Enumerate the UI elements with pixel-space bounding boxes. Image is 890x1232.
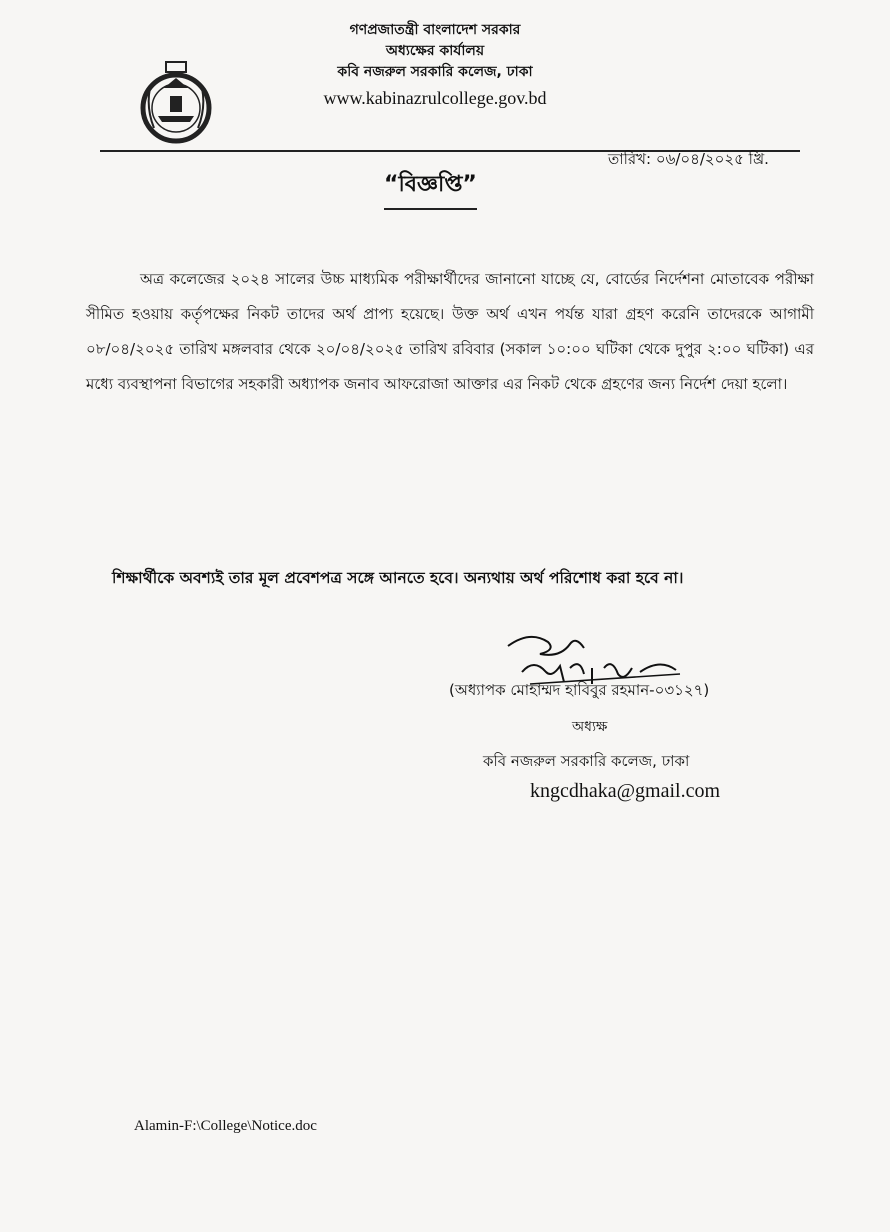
header-website: www.kabinazrulcollege.gov.bd bbox=[323, 88, 547, 108]
document-file-path: Alamin-F:\College\Notice.doc bbox=[134, 1118, 317, 1134]
signatory-name: (অধ্যাপক মোহাম্মদ হাবিবুর রহমান-০৩১২৭) bbox=[449, 681, 710, 699]
notice-instruction: শিক্ষার্থীকে অবশ্যই তার মূল প্রবেশপত্র সঙ্গে আনতে হবে। অন্যথায় অর্থ পরিশোধ করা হবে না। bbox=[112, 569, 684, 587]
notice-title: “বিজ্ঞপ্তি” bbox=[384, 167, 477, 210]
signatory-designation: অধ্যক্ষ bbox=[572, 719, 608, 735]
notice-date: তারিখ: ০৬/০৪/২০২৫ খ্রি. bbox=[608, 150, 769, 168]
header-college: কবি নজরুল সরকারি কলেজ, ঢাকা bbox=[337, 64, 533, 80]
letterhead bbox=[290, 20, 580, 111]
notice-body: অত্র কলেজের ২০২৪ সালের উচ্চ মাধ্যমিক পরীক্ষার্থীদের জানানো যাচ্ছে যে, বোর্ডের নির্দেশনা মোতাবেক পরীক্ষা সীমিত হওয়ায় কর্তৃপক্ষের নিকট তাদের অর্থ প্রাপ্য হয়েছে। উক্ত অর্থ এখন পর্যন্ত যারা গ্রহণ করেনি তাদেরকে আগামী ০৮/০৪/২০২৫ তারিখ মঙ্গলবার থেকে ২০/০৪/২০২৫ তারিখ রবিবার (সকাল ১০:০০ ঘটিকা থেকে দুপুর ২:০০ ঘটিকা) এর মধ্যে ব্যবস্থাপনা বিভাগের সহকারী অধ্যাপক জনাব আফরোজা আক্তার এর নিকট থেকে গ্রহণের জন্য নির্দেশ দেয়া হলো। bbox=[86, 270, 814, 393]
signatory-email: kngcdhaka@gmail.com bbox=[530, 780, 721, 802]
signatory-college: কবি নজরুল সরকারি কলেজ, ঢাকা bbox=[483, 752, 690, 770]
header-government: গণপ্রজাতন্ত্রী বাংলাদেশ সরকার bbox=[349, 22, 521, 38]
header-office: অধ্যক্ষের কার্যালয় bbox=[385, 43, 485, 59]
college-seal-logo bbox=[136, 58, 216, 148]
